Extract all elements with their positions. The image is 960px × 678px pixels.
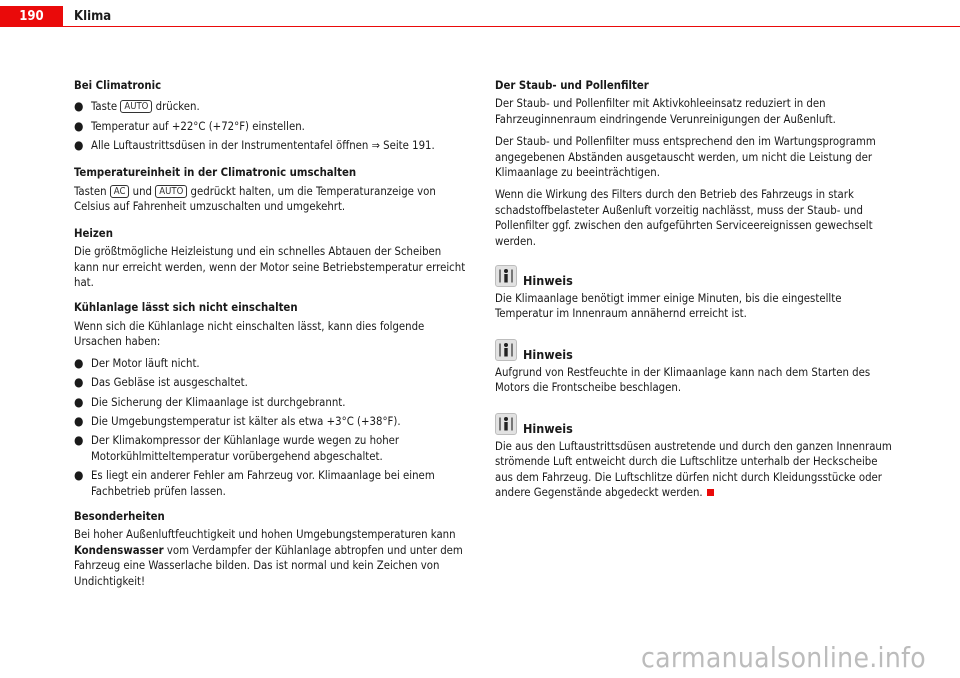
list-item: ● Temperatur auf +22°C (+72°F) einstellen. [74, 118, 305, 133]
note-text: Aufgrund von Restfeuchte in der Klimaanlage kann nach dem Starten des Motors die Frontscheibe beschlagen. [495, 365, 871, 395]
heading-filter: Der Staub- und Pollenfilter [495, 79, 649, 92]
list-item: ● Alle Luftaustrittsdüsen in der Instrumententafel öffnen ⇒ Seite 191. [74, 138, 435, 153]
heading-besonderheiten: Besonderheiten [74, 509, 165, 523]
heading-kuehlanlage: Kühlanlage lässt sich nicht einschalten [74, 301, 298, 315]
list-item: ● Die Umgebungstemperatur ist kälter als etwa +3°C (+38°F). [74, 413, 401, 428]
paragraph: Wenn sich die Kühlanlage nicht einschalten lässt, kann dies folgende Ursachen haben: [74, 319, 425, 349]
note-text: Die aus den Luftaustrittsdüsen austretende und durch den ganzen Innenraum strömende Luft entweicht durch die Luftschlitze unterhalb der Heckscheibe aus dem Fahrzeug. Die Luftschlitze dürfen nicht durch Kleidungsstücke oder andere Gegenstände abgedeckt werden. [495, 439, 892, 499]
ac-key-icon: AC [110, 185, 130, 198]
section-climatronic [74, 78, 469, 154]
note-text: Die Klimaanlage benötigt immer einige Minuten, bis die eingestellte Temperatur im Innenraum annähernd erreicht ist. [495, 292, 842, 321]
bullet-icon: ● [74, 99, 84, 114]
bullet-icon: ● [74, 468, 84, 483]
header-rule [63, 26, 960, 27]
info-note-icon [495, 413, 517, 435]
section-kuehlanlage [74, 300, 469, 498]
list-item: ● Der Motor läuft nicht. [74, 355, 200, 370]
heading-climatronic: Bei Climatronic [74, 79, 162, 92]
page-number: 190 [0, 6, 63, 27]
bullet-icon: ● [74, 118, 84, 133]
page-reference-link[interactable]: Seite 191. [383, 139, 435, 153]
bullet-icon: ● [74, 375, 84, 390]
info-note-icon [495, 339, 517, 361]
section-temp-unit [74, 165, 469, 215]
section-heizen [74, 226, 469, 291]
list-item: ● Die Sicherung der Klimaanlage ist durchgebrannt. [74, 394, 346, 409]
list-item: ● Taste AUTO drücken. [74, 99, 200, 114]
heading-temp-unit: Temperatureinheit in der Climatronic umschalten [74, 165, 357, 179]
note-header [495, 265, 895, 291]
right-column [495, 78, 895, 500]
arrow-right-icon: ⇒ [371, 139, 380, 153]
info-note-icon [495, 265, 517, 287]
left-column [74, 78, 469, 589]
paragraph: Wenn die Wirkung des Filters durch den Betrieb des Fahrzeugs in stark schadstoffbelasteter Außenluft vorzeitig nachlässt, muss der Staub- und Pollenfilter ggf. zwischen den aufgeführten Serviceereignissen gewechselt werden. [495, 188, 873, 248]
note-title: Hinweis [523, 273, 573, 289]
bullet-icon: ● [74, 138, 84, 153]
watermark: carmanualsonline.info [640, 641, 926, 674]
paragraph: Der Staub- und Pollenfilter mit Aktivkohleeinsatz reduziert in den Fahrzeuginnenraum eindringende Verunreinigungen der Außenluft. [495, 97, 836, 126]
auto-key-icon: AUTO [120, 100, 152, 113]
note-header [495, 339, 895, 365]
paragraph: Die größtmögliche Heizleistung und ein schnelles Abtauen der Scheiben kann nur erreicht werden, wenn der Motor seine Betriebstemperatur erreicht hat. [74, 245, 466, 290]
bullet-icon: ● [74, 413, 84, 428]
auto-key-icon: AUTO [155, 185, 187, 198]
list-item: ● Der Klimakompressor der Kühlanlage wurde wegen zu hoher Motorkühlmitteltemperatur vorübergehend abgeschaltet. [74, 433, 400, 463]
list-item: ● Das Gebläse ist ausgeschaltet. [74, 375, 248, 390]
end-mark-icon [707, 489, 714, 496]
bullet-icon: ● [74, 355, 84, 370]
page-header [0, 0, 960, 27]
note-title: Hinweis [523, 420, 573, 436]
heading-heizen: Heizen [74, 226, 113, 240]
bullet-icon: ● [74, 394, 84, 409]
note-block [495, 339, 895, 396]
paragraph: Der Staub- und Pollenfilter muss entsprechend den im Wartungsprogramm angegebenen Abständen ausgetauscht werden, um nicht die Leistung der Klimaanlage zu beeinträchtigen. [495, 135, 876, 180]
note-header [495, 413, 895, 439]
note-block [495, 413, 895, 501]
note-block [495, 265, 895, 322]
list-item: ● Es liegt ein anderer Fehler am Fahrzeug vor. Klimaanlage bei einem Fachbetrieb prüfen lassen. [74, 468, 435, 498]
paragraph: Bei hoher Außenluftfeuchtigkeit und hohen Umgebungstemperaturen kann Kondenswasser vom Verdampfer der Kühlanlage abtropfen und unter dem Fahrzeug eine Wasserlache bilden. Das ist normal und kein Zeichen von Undichtigkeit! [74, 528, 463, 588]
note-title: Hinweis [523, 346, 573, 362]
bullet-icon: ● [74, 433, 84, 448]
chapter-title: Klima [74, 9, 112, 24]
section-besonderheiten [74, 509, 469, 589]
section-filter [495, 78, 895, 249]
paragraph: Tasten AC und AUTO gedrückt halten, um die Temperaturanzeige von Celsius auf Fahrenheit umzuschalten und umgekehrt. [74, 185, 436, 214]
